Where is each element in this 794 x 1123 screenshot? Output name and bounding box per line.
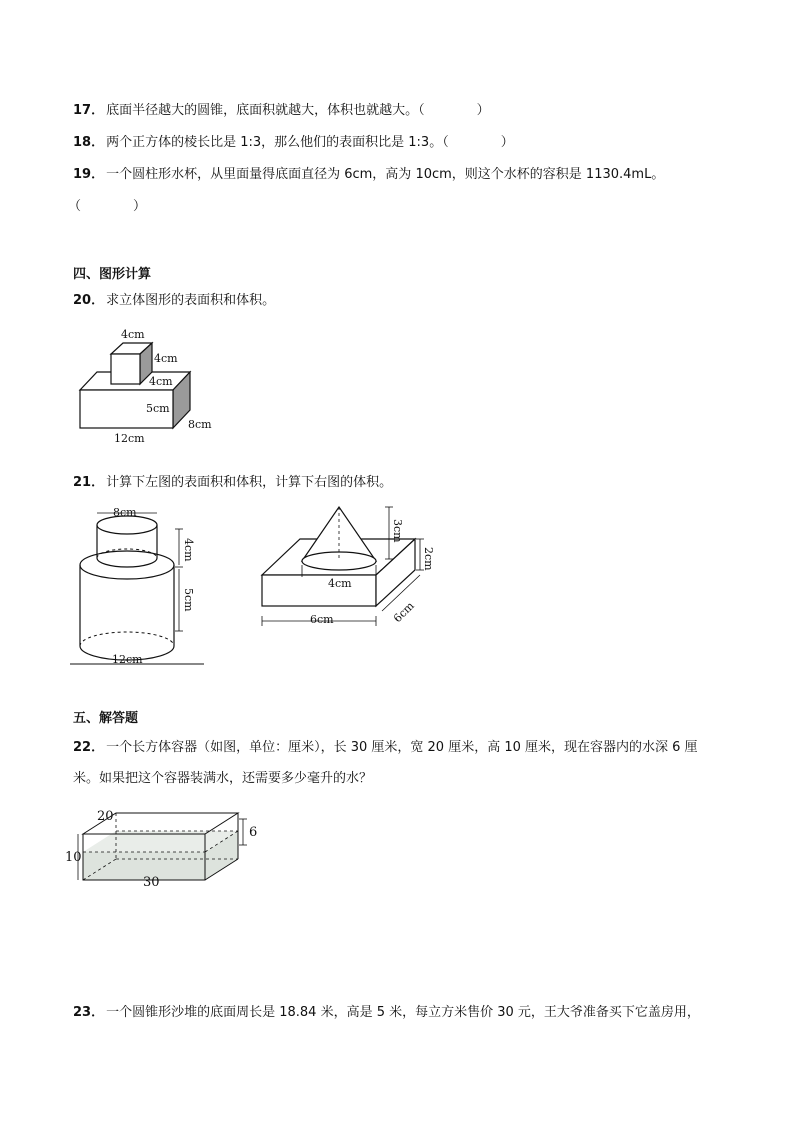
label-box-length: 6cm (310, 613, 334, 626)
figure-21-left-cylinders (70, 503, 210, 668)
label-base-width: 8cm (188, 418, 212, 431)
label-box-height: 2cm (422, 547, 435, 571)
label-top-width: 4cm (149, 375, 173, 388)
question-text: 底面半径越大的圆锥，底面积就越大，体积也就越大。（ ） (106, 103, 490, 118)
question-23 (73, 1003, 700, 1023)
question-number: 22． (73, 740, 105, 755)
question-text: 一个圆柱形水杯，从里面量得底面直径为 6cm，高为 10cm，则这个水杯的容积是 1130.4mL。 (106, 167, 665, 182)
label-cone-diameter: 4cm (328, 577, 352, 590)
question-number: 21． (73, 475, 105, 490)
question-19 (73, 165, 664, 185)
label-cone-height: 3cm (391, 519, 404, 543)
figure-21-right-cone-box (258, 503, 448, 633)
question-number: 17． (73, 103, 105, 118)
label-top-diameter: 8cm (113, 506, 137, 519)
question-text: 计算下左图的表面积和体积，计算下右图的体积。 (106, 475, 393, 490)
question-number: 20． (73, 293, 105, 308)
question-20 (73, 291, 275, 311)
label-base-diameter: 12cm (112, 653, 143, 666)
question-18 (73, 133, 514, 153)
question-text: 求立体图形的表面积和体积。 (106, 293, 276, 308)
question-number: 18． (73, 135, 105, 150)
label-box-width: 6cm (390, 599, 417, 626)
question-22-line2: 米。如果把这个容器装满水，还需要多少毫升的水？ (73, 771, 373, 786)
label-top-length: 4cm (121, 328, 145, 341)
label-base-height: 5cm (182, 588, 195, 612)
label-height: 10 (65, 850, 82, 865)
figure-20-solid (70, 322, 230, 447)
label-base-height: 5cm (146, 402, 170, 415)
label-top-height: 4cm (182, 538, 195, 562)
figure-22-container (65, 805, 273, 895)
question-17 (73, 101, 490, 121)
section-5-title: 五、解答题 (73, 711, 139, 726)
label-depth: 6 (249, 825, 258, 840)
label-width: 20 (97, 809, 114, 824)
cube-front-face (111, 354, 140, 384)
section-4-title: 四、图形计算 (73, 267, 152, 282)
question-text: 一个长方体容器（如图，单位：厘米），长 30 厘米，宽 20 厘米，高 10 厘米，现在容器内的水深 6 厘 (106, 740, 698, 755)
question-text: 两个正方体的棱长比是 1:3，那么他们的表面积比是 1:3。（ ） (106, 135, 514, 150)
question-text: 一个圆锥形沙堆的底面周长是 18.84 米，高是 5 米，每立方米售价 30 元，王大爷准备买下它盖房用， (106, 1005, 700, 1020)
question-21 (73, 473, 392, 493)
label-base-length: 12cm (114, 432, 145, 445)
label-length: 30 (143, 875, 160, 890)
label-top-height: 4cm (154, 352, 178, 365)
question-22-line1 (73, 738, 698, 758)
answer-paren-19 (68, 197, 146, 217)
answer-blank: （ ） (68, 199, 147, 214)
question-number: 23． (73, 1005, 105, 1020)
question-number: 19． (73, 167, 105, 182)
